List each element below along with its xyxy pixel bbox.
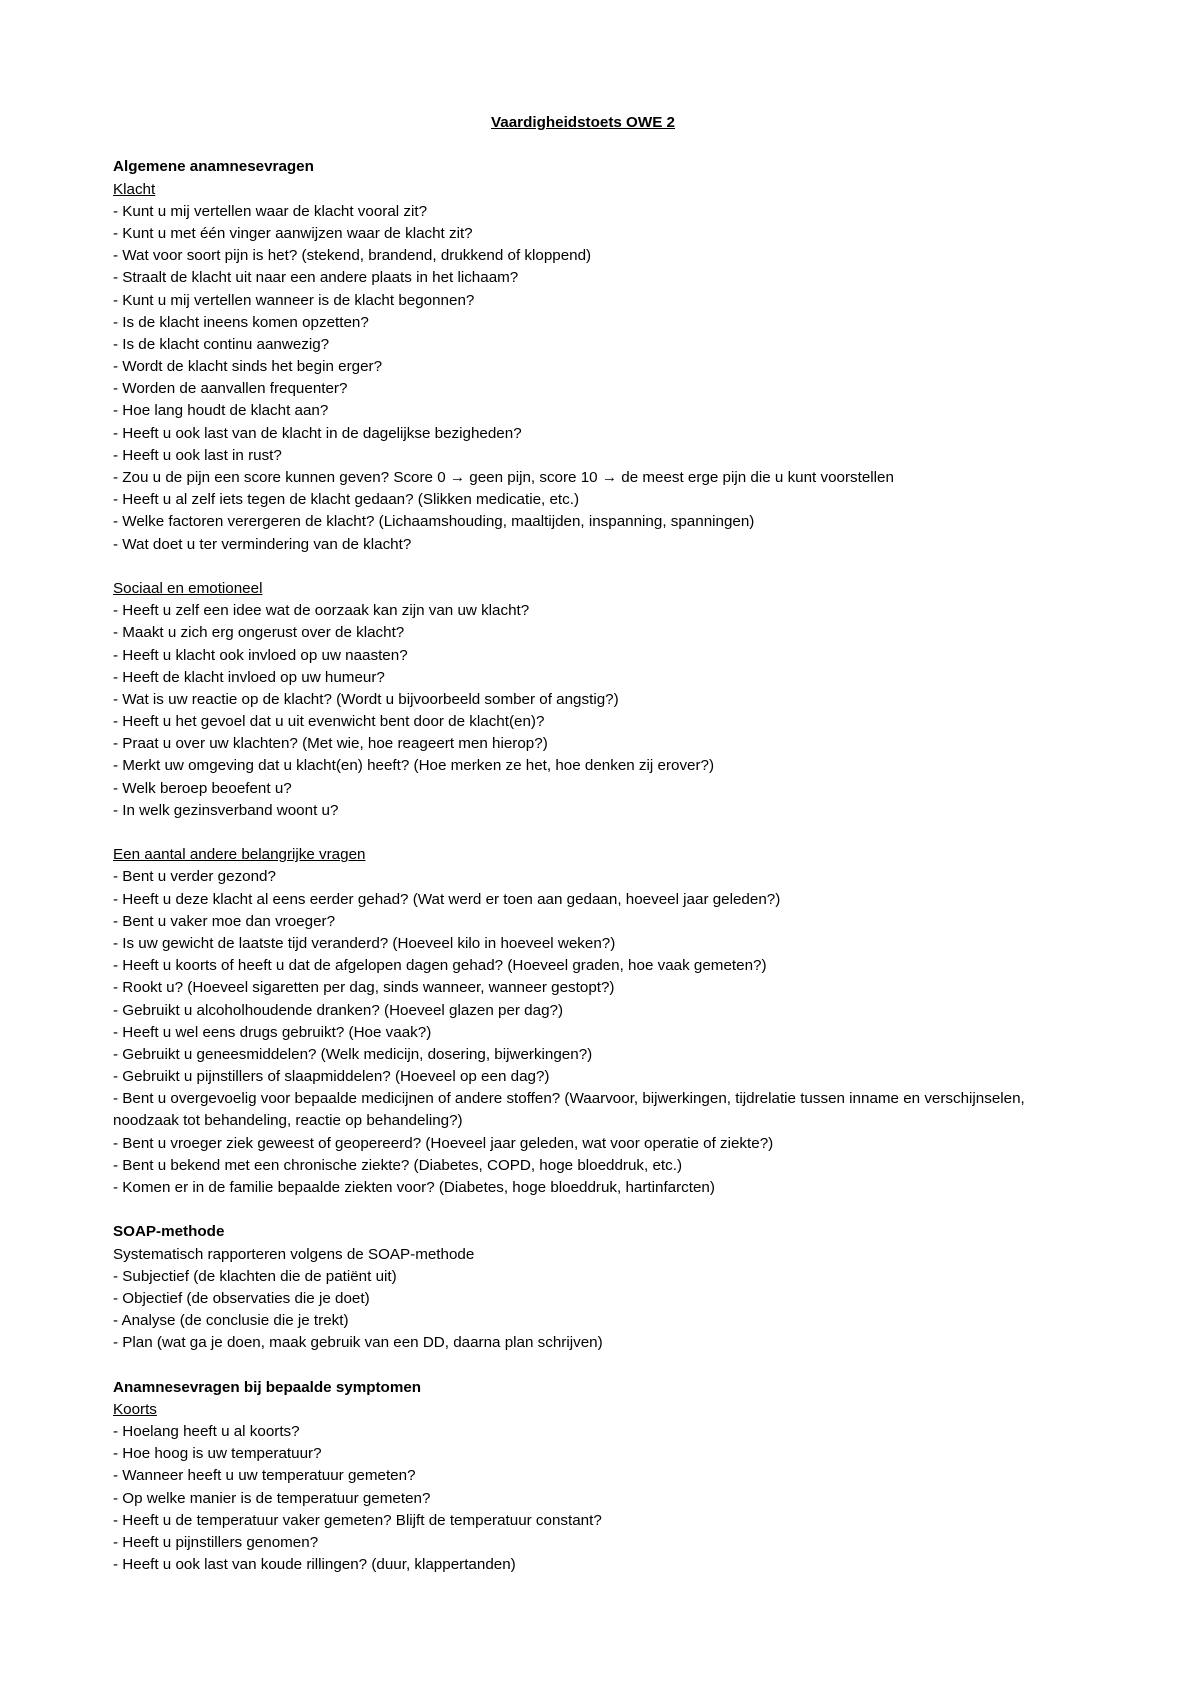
list-item: - Straalt de klacht uit naar een andere plaats in het lichaam? <box>113 269 519 287</box>
list-item: - Hoelang heeft u al koorts? <box>113 1423 300 1441</box>
section-heading-symptomen: Anamnesevragen bij bepaalde symptomen <box>113 1378 422 1396</box>
document-title: Vaardigheidstoets OWE 2 <box>491 114 675 131</box>
list-item: - Heeft u ook last in rust? <box>113 446 282 464</box>
list-item: - Wat voor soort pijn is het? (stekend, brandend, drukkend of kloppend) <box>113 247 592 265</box>
list-item: - Is de klacht ineens komen opzetten? <box>113 313 369 331</box>
list-item: - Hoe lang houdt de klacht aan? <box>113 402 329 420</box>
sociaal-list <box>113 600 1053 822</box>
spacer <box>113 556 1053 578</box>
list-item: - Bent u verder gezond? <box>113 868 276 886</box>
list-item: - In welk gezinsverband woont u? <box>113 801 339 819</box>
list-item: - Gebruikt u alcoholhoudende dranken? (Hoeveel glazen per dag?) <box>113 1001 564 1019</box>
spacer <box>113 822 1053 844</box>
list-item: - Heeft de klacht invloed op uw humeur? <box>113 668 385 686</box>
list-item: - Op welke manier is de temperatuur gemeten? <box>113 1489 431 1507</box>
subheading-koorts: Koorts <box>113 1400 157 1418</box>
list-item: - Gebruikt u pijnstillers of slaapmiddelen? (Hoeveel op een dag?) <box>113 1068 550 1086</box>
list-item: - Welk beroep beoefent u? <box>113 779 292 797</box>
list-item: - Heeft u het gevoel dat u uit evenwicht bent door de klacht(en)? <box>113 713 545 731</box>
list-item: - Is de klacht continu aanwezig? <box>113 335 330 353</box>
list-item: - Zou u de pijn een score kunnen geven? Score 0 → geen pijn, score 10 → de meest erge pijn die u kunt voorstellen <box>113 469 894 486</box>
list-item: - Bent u bekend met een chronische ziekte? (Diabetes, COPD, hoge bloeddruk, etc.) <box>113 1156 682 1174</box>
document-page <box>113 112 1053 1576</box>
spacer <box>113 1199 1053 1221</box>
list-item: - Is uw gewicht de laatste tijd veranderd? (Hoeveel kilo in hoeveel weken?) <box>113 934 616 952</box>
list-item: - Komen er in de familie bepaalde ziekten voor? (Diabetes, hoge bloeddruk, hartinfarcten) <box>113 1179 715 1197</box>
list-item: - Bent u vaker moe dan vroeger? <box>113 912 336 930</box>
list-item: - Worden de aanvallen frequenter? <box>113 380 348 398</box>
klacht-list <box>113 201 1053 556</box>
list-item: - Analyse (de conclusie die je trekt) <box>113 1312 349 1330</box>
list-item: - Maakt u zich erg ongerust over de klacht? <box>113 624 405 642</box>
list-item: - Welke factoren verergeren de klacht? (Lichaamshouding, maaltijden, inspanning, spanningen) <box>113 513 755 531</box>
list-item: - Heeft u koorts of heeft u dat de afgelopen dagen gehad? (Hoeveel graden, hoe vaak gemeten?) <box>113 957 767 975</box>
list-item: - Wat doet u ter vermindering van de klacht? <box>113 535 412 553</box>
list-item: - Kunt u mij vertellen wanneer is de klacht begonnen? <box>113 291 475 309</box>
list-item: - Objectief (de observaties die je doet) <box>113 1289 370 1307</box>
list-item: - Gebruikt u geneesmiddelen? (Welk medicijn, dosering, bijwerkingen?) <box>113 1045 593 1063</box>
list-item: - Wat is uw reactie op de klacht? (Wordt u bijvoorbeeld somber of angstig?) <box>113 690 619 708</box>
section-heading-algemene: Algemene anamnesevragen <box>113 158 314 176</box>
list-item: - Kunt u mij vertellen waar de klacht vooral zit? <box>113 202 428 220</box>
list-item: - Kunt u met één vinger aanwijzen waar de klacht zit? <box>113 224 473 242</box>
soap-list <box>113 1266 1053 1355</box>
list-item: - Heeft u zelf een idee wat de oorzaak kan zijn van uw klacht? <box>113 602 530 620</box>
list-item: - Rookt u? (Hoeveel sigaretten per dag, sinds wanneer, wanneer gestopt?) <box>113 979 615 997</box>
list-item: - Plan (wat ga je doen, maak gebruik van een DD, daarna plan schrijven) <box>113 1334 603 1352</box>
list-item: - Bent u overgevoelig voor bepaalde medicijnen of andere stoffen? (Waarvoor, bijwerkingen, tijdrelatie tussen inname en verschijnselen, noodzaak tot behandeling, reactie op behandeling?) <box>113 1090 1025 1130</box>
subheading-andere: Een aantal andere belangrijke vragen <box>113 846 366 864</box>
list-item: - Wanneer heeft u uw temperatuur gemeten? <box>113 1467 416 1485</box>
subheading-klacht: Klacht <box>113 180 156 198</box>
list-item: - Wordt de klacht sinds het begin erger? <box>113 358 383 376</box>
list-item: - Heeft u klacht ook invloed op uw naasten? <box>113 646 408 664</box>
list-item: - Heeft u wel eens drugs gebruikt? (Hoe vaak?) <box>113 1023 432 1041</box>
list-item: - Praat u over uw klachten? (Met wie, hoe reageert men hierop?) <box>113 735 548 753</box>
list-item: - Merkt uw omgeving dat u klacht(en) heeft? (Hoe merken ze het, hoe denken zij erover?) <box>113 757 715 775</box>
list-item: - Heeft u ook last van de klacht in de dagelijkse bezigheden? <box>113 424 522 442</box>
list-item: - Hoe hoog is uw temperatuur? <box>113 1445 322 1463</box>
section-heading-soap: SOAP-methode <box>113 1223 225 1241</box>
subheading-sociaal: Sociaal en emotioneel <box>113 579 263 597</box>
list-item: - Heeft u al zelf iets tegen de klacht gedaan? (Slikken medicatie, etc.) <box>113 491 579 509</box>
list-item: - Heeft u ook last van koude rillingen? (duur, klappertanden) <box>113 1556 516 1574</box>
list-item: - Subjectief (de klachten die de patiënt uit) <box>113 1267 397 1285</box>
list-item: - Heeft u deze klacht al eens eerder gehad? (Wat werd er toen aan gedaan, hoeveel jaar geleden?) <box>113 890 781 908</box>
spacer <box>113 1355 1053 1377</box>
soap-intro: Systematisch rapporteren volgens de SOAP-methode <box>113 1245 475 1263</box>
andere-list <box>113 866 1053 1199</box>
koorts-list <box>113 1421 1053 1576</box>
list-item: - Heeft u pijnstillers genomen? <box>113 1534 319 1552</box>
list-item: - Heeft u de temperatuur vaker gemeten? Blijft de temperatuur constant? <box>113 1511 602 1529</box>
list-item: - Bent u vroeger ziek geweest of geopereerd? (Hoeveel jaar geleden, wat voor operatie of ziekte?) <box>113 1134 774 1152</box>
